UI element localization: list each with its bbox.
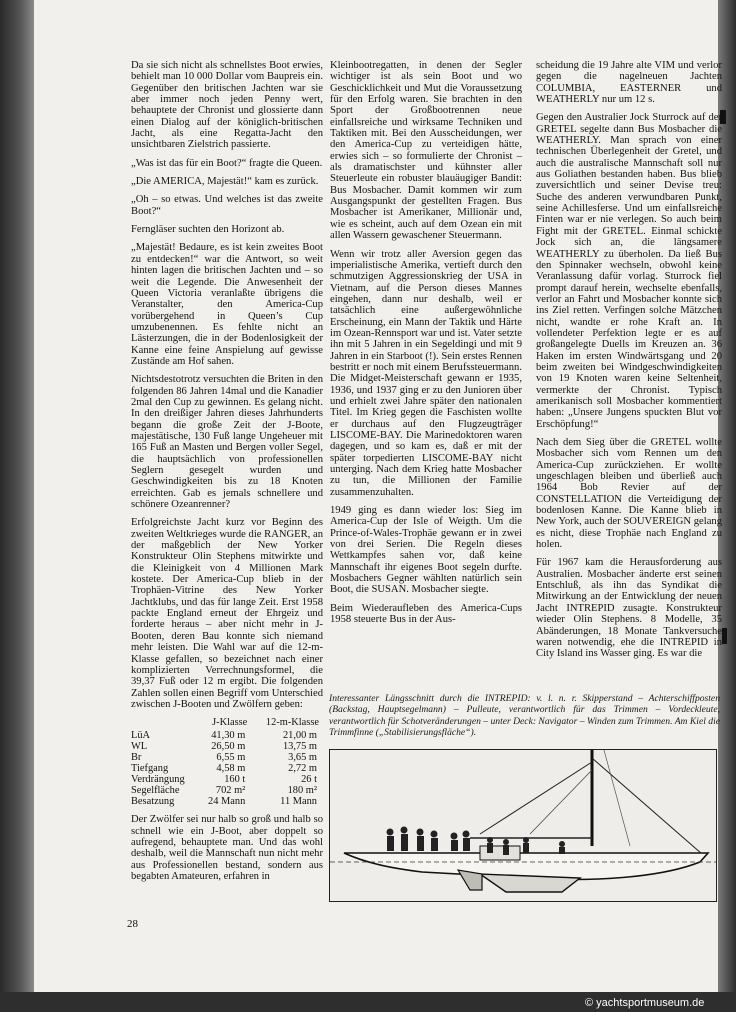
row-label: Tiefgang: [131, 763, 169, 775]
cell-j-class: 702 m²: [215, 785, 246, 797]
text-column-3: [536, 60, 722, 667]
copyright-credit: © yachtsportmuseum.de: [585, 997, 705, 1009]
paragraph: scheidung die 19 Jahre alte VIM und verlor gegen die nagelneuen Jachten COLUMBIA, EASTERNER und WEATHERLY nur um 12 s.: [536, 60, 722, 106]
cell-12m-class: 26 t: [301, 774, 317, 786]
paragraph: Erfolgreichste Jacht kurz vor Beginn des zweiten Weltkrieges wurde die RANGER, an der maßgeblich der New Yorker Konstrukteur Olin Stephens mitwirkte und die Kleinigkeit von 4 Millionen Mark kostete. Der America-Cup blieb in der Trophäen-Vitrine des New Yorker Jachtklubs, und das für lange Zeit. Erst 1958 packte England erneut der Ehrgeiz und forderte heraus – aber nicht mehr in J-Booten, deren Bau konnte sich niemand mehr leisten. Die Wahl war auf die 12-m-Klasse gefallen, so bezeichnet nach einer komplizierten Verrechnungsformel, die 39,37 Fuß oder 12 m ergibt. Die folgenden Zahlen sollen einen Begriff vom Unterschied zwischen J-Booten und Zwölfern geben:: [131, 517, 323, 710]
cell-j-class: 160 t: [224, 774, 246, 786]
paragraph: „Die AMERICA, Majestät!“ kam es zurück.: [131, 176, 319, 188]
cell-12m-class: 21,00 m: [282, 730, 317, 742]
table-header-row: [131, 717, 323, 730]
paragraph: Nach dem Sieg über die GRETEL wollte Mosbacher sich vom Rennen um den America-Cup zurückziehen. Er wollte ungeschlagen bleiben und überließ auch 1964 Bob Revier auf der CONSTELLATION die Verteidigung der bodenlosen Kanne. Die Kanne blieb in New York, auch der SOUVEREIGN gelang es nicht, diese Trophäe nach England zu holen.: [536, 437, 722, 551]
row-label: Besatzung: [131, 796, 175, 808]
crew-figures: [387, 827, 566, 856]
intrepid-cross-section-figure: [329, 749, 717, 902]
table-row: [131, 763, 323, 774]
paragraph: „Was ist das für ein Boot?“ fragte die Queen.: [131, 157, 323, 169]
figure-caption: Interessanter Längsschnitt durch die INTREPID: v. l. n. r. Skipperstand – Achterschiffposten (Backstag, Hauptsegelmann) – Pulleute, verantwortlich für das Trimmen – Vordeckleute, verantwortlich für Schotveränderungen – unter Deck: Navigator – Winden zum Trimmen. Am Kiel die Trimmfinne („Stabilisierungsfläche“).: [329, 693, 720, 738]
paragraph: Nichtsdestotrotz versuchten die Briten in den folgenden 86 Jahren 14mal und die Kanadier 2mal den Cup zu gewinnen. Es gelang nicht. In den dreißiger Jahren dieses Jahrhunderts begann die große Zeit der J-Boote, majestätische, 130 Fuß lange Ungeheuer mit 165 Fuß an Masten und Bergen voller Segel, die hauptsächlich von professionellen Seglern gesegelt wurden und Geschwindigkeiten bis zu 18 Knoten erreichten. Gab es jemals schnellere und schönere Ozeanrenner?: [131, 374, 323, 511]
cell-12m-class: 180 m²: [287, 785, 317, 797]
table-row: [131, 752, 323, 763]
table-row: [131, 785, 323, 796]
running-backstay: [530, 770, 592, 834]
paragraph: Für 1967 kam die Herausforderung aus Australien. Mosbacher änderte erst seinen Entschluß, als ihn das Syndikat die Mitwirkung an der Entwicklung der neuen Jacht INTREPID zusagte. Konstrukteur wieder Olin Stephens. 8 Modelle, 35 Abänderungen, 18 Monate Tankversuche waren notwendig, ehe die INTREPID in City Island ins Wasser ging. Es war die: [536, 557, 722, 660]
column-header-j-class: J-Klasse: [212, 717, 248, 729]
text-column-2: [330, 60, 522, 633]
trim-fin: [458, 870, 482, 890]
cell-j-class: 4,58 m: [216, 763, 246, 775]
binder-hole: [722, 628, 727, 644]
comparison-table: [131, 717, 323, 807]
paragraph: Da sie sich nicht als schnellstes Boot erwies, behielt man 10 000 Dollar vom Baupreis ein. Gegenüber den britischen Jachten war sie aber immer noch jeden Penny wert, behauptete der Chronist und glossierte dann einen Dialog auf der königlich-britischen Jacht, als eine Regatta-Jacht den unsichtbaren Zielstrich passierte.: [131, 60, 323, 151]
paragraph: Der Zwölfer sei nur halb so groß und halb so schnell wie ein J-Boot, aber doppelt so aufregend, behauptete man. Und das wohl deshalb, weil die Mannschaft nun nicht mehr aus Professionellen bestand, sondern aus begabten Amateuren, erfahren in: [131, 814, 323, 882]
paragraph: Ferngläser suchten den Horizont ab.: [131, 224, 285, 236]
table-row: [131, 741, 323, 752]
cell-12m-class: 3,65 m: [288, 752, 317, 764]
keel: [480, 874, 580, 892]
forestay: [592, 758, 702, 854]
row-label: Verdrängung: [131, 774, 185, 786]
cell-j-class: 41,30 m: [211, 730, 246, 742]
cell-j-class: 24 Mann: [208, 796, 246, 808]
cell-j-class: 26,50 m: [211, 741, 246, 753]
row-label: LüA: [131, 730, 151, 742]
cell-12m-class: 11 Mann: [280, 796, 317, 808]
text-column-1: [131, 60, 323, 889]
paragraph: Kleinbootregatten, in denen der Segler wichtiger ist als sein Boot und wo Geschicklichkeit und Mut die Voraussetzung für den Erfolg waren. Sie brachten in den Sport der Großbootrennen neue einfallsreiche und wirksame Techniken und Taktiken mit. Bei den Ausscheidungen, wer den America-Cup zu verteidigen hätte, erwies sich – so formulierte der Chronist – als dramatischster und kühnster aller Steuerleute ein robuster blauäugiger Bandit: Bus Mosbacher. Damit kommen wir zum Ausgangspunkt der gestellten Fragen. Bus Mosbacher ist Amerikaner, Millionär und, wie es scheint, auch auf dem Ozean ein mit allen Wassern gewaschener Steuermann.: [330, 60, 522, 242]
cell-12m-class: 2,72 m: [288, 763, 317, 775]
paragraph: „Majestät! Bedaure, es ist kein zweites Boot zu entdecken!“ war die Antwort, so weit hinten lagen die britischen Jachten und – so weit die Legende. Die Anwesenheit der Queen Victoria veranlaßte übrigens die Veranstalter, den America-Cup vorübergehend in Queen’s Cup umzubenennen. Es fehlte nicht an Lästerzungen, die in der Bodenlosigkeit der Kanne eine feine Anspielung auf gewisse Zustände am Hof sahen.: [131, 242, 323, 367]
paragraph: Beim Wiederaufleben des America-Cups 1958 steuerte Bus in der Aus-: [330, 602, 522, 626]
paragraph: Gegen den Australier Jock Sturrock auf der GRETEL segelte dann Bus Mosbacher die WEATHERLY. Man sprach von einer technischen Überlegenheit der Gretel, und auch die australische Mannschaft soll nur aus Goliathen bestanden haben. Bus blieb zuversichtlich und seiner Devise treu: Suche des anderen verwundbaren Punkt, seine Achillesferse. Und um einfallsreiche Finten war er nie verlegen. So auch beim Fight mit der GRETEL. Einmal schickte Jock sich an, die längsamere WEATHERLY zu überholen. Da ließ Bus den Spinnaker wechseln, obwohl keine Veranlassung dafür vorlag. Sturrock fiel prompt darauf herein, wechselte ebenfalls, verlor an Fahrt und Mosbacher konnte sich ins Ziel retten. Verfingen solche Mätzchen nicht, wandte er rohe Kraft an. In vollendeter Perfektion legte er es auf großangelegte Duells im Kreuzen an. 36 Haken im ersten Windwärtsgang und 20 beim zweiten bei Windgeschwindigkeiten von 19 Knoten waren keine Seltenheit, vermerkte der Chronist. Typisch amerikanisch soll Mosbacher kommentiert haben: „Unsere Jungens spuckten Blut vor Erschöpfung!“: [536, 112, 722, 430]
table-row: [131, 730, 323, 741]
paragraph: „Oh – so etwas. Und welches ist das zweite Boot?“: [131, 194, 323, 217]
paragraph: Wenn wir trotz aller Aversion gegen das imperialistische Amerika, vertieft durch den schmutzigen Aggressionskrieg der USA in Vietnam, auf die Person dieses Mannes eingehen, dann nur deshalb, weil er tatsächlich eine außergewöhnliche Erscheinung, ein Mann der Taktik und Härte im Ozean-Rennsport war und ist. Vater setzte ihn mit 5 Jahren in ein Segeldingi und mit 9 Jahren in ein Starboot (!). Sein erstes Rennen bestritt er noch mit einem Berufssteuermann. Die Midget-Meisterschaft gewann er 1935, 1936, und 1937 ging er zu den Junioren über und erhielt zwei Jahre später den nationalen Titel. Im Krieg gegen die Faschisten wollte er durchaus auf den Flugzeugträger LISCOME-BAY. Die Marinedoktoren waren dagegen, und so kam es, daß er mit der später torpedierten LISCOME-BAY nicht unterging. Nach dem Krieg hatte Mosbacher zu tun, die Millionen der Familie zusammenzuhalten.: [330, 248, 522, 498]
yacht-illustration: [330, 750, 716, 901]
interior-cutaway: [480, 846, 520, 860]
row-label: Br: [131, 752, 142, 764]
table-row: [131, 774, 323, 785]
cell-j-class: 6,55 m: [216, 752, 246, 764]
cell-12m-class: 13,75 m: [282, 741, 317, 753]
page-number: 28: [127, 918, 138, 930]
backstay: [480, 762, 592, 834]
column-header-12m-class: 12-m-Klasse: [265, 717, 319, 729]
scan-left-edge: [0, 0, 34, 1012]
paragraph: 1949 ging es dann wieder los: Sieg im America-Cup der Isle of Weigth. Um die Prince-of-Wales-Trophäe gewann er in zwei von drei Serien. Die Regeln dieses Wettkampfes sahen vor, daß keine Mannschaft ihr eigenes Boot segeln durfte. Mosbachers Gegner wählten natürlich sein Boot, die SUSAN. Mosbacher siegte.: [330, 505, 522, 596]
row-label: Segelfläche: [131, 785, 180, 797]
shroud: [604, 750, 630, 846]
row-label: WL: [131, 741, 148, 753]
table-row: [131, 796, 323, 807]
